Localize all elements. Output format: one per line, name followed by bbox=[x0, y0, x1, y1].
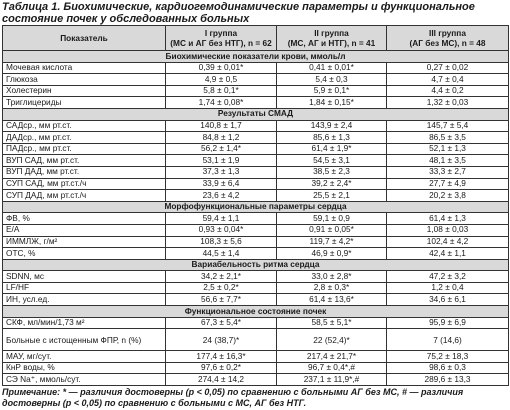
cell-group-1: 59,4 ± 1,1 bbox=[166, 213, 277, 225]
section-title: Вариабельность ритма сердца bbox=[3, 259, 509, 271]
table-row bbox=[3, 317, 509, 329]
table-row bbox=[3, 248, 509, 260]
table-row bbox=[3, 143, 509, 155]
table-row bbox=[3, 166, 509, 178]
table-row bbox=[3, 362, 509, 374]
cell-group-2: 119,7 ± 4,2* bbox=[277, 236, 387, 248]
table-row bbox=[3, 97, 509, 109]
table-row bbox=[3, 74, 509, 86]
header-row bbox=[3, 26, 509, 51]
row-label: ВУП САД, мм рт.ст. bbox=[3, 155, 166, 167]
row-label: ИММЛЖ, г/м² bbox=[3, 236, 166, 248]
cell-group-3: 61,4 ± 1,3 bbox=[387, 213, 509, 225]
cell-group-1: 97,6 ± 0,2* bbox=[166, 362, 277, 374]
row-label: Холестерин bbox=[3, 85, 166, 97]
cell-group-2: 39,2 ± 2,4* bbox=[277, 178, 387, 190]
cell-group-3: 75,2 ± 18,3 bbox=[387, 351, 509, 363]
cell-group-3: 1,2 ± 0,4 bbox=[387, 282, 509, 294]
cell-group-2: 61,4 ± 1,9* bbox=[277, 143, 387, 155]
table-row bbox=[3, 294, 509, 306]
table-row bbox=[3, 282, 509, 294]
cell-group-2: 143,9 ± 2,4 bbox=[277, 120, 387, 132]
cell-group-3: 86,5 ± 3,5 bbox=[387, 132, 509, 144]
cell-group-1: 2,5 ± 0,2* bbox=[166, 282, 277, 294]
cell-group-1: 177,4 ± 16,3* bbox=[166, 351, 277, 363]
row-label: Глюкоза bbox=[3, 74, 166, 86]
table-row bbox=[3, 236, 509, 248]
section-row bbox=[3, 259, 509, 271]
header-param: Показатель bbox=[3, 26, 166, 51]
cell-group-3: 34,6 ± 6,1 bbox=[387, 294, 509, 306]
cell-group-2: 217,4 ± 21,7* bbox=[277, 351, 387, 363]
cell-group-3: 33,3 ± 2,7 bbox=[387, 166, 509, 178]
cell-group-3: 98,6 ± 0,3 bbox=[387, 362, 509, 374]
table-row bbox=[3, 374, 509, 386]
section-title: Биохимические показатели крови, ммоль/л bbox=[3, 51, 509, 63]
header-group-1: I группа (МС и АГ без НТГ), n = 62 bbox=[166, 26, 277, 51]
row-label: ДАДср., мм рт.ст. bbox=[3, 132, 166, 144]
section-row bbox=[3, 108, 509, 120]
cell-group-3: 0,27 ± 0,02 bbox=[387, 62, 509, 74]
cell-group-2: 237,1 ± 11,9*,# bbox=[277, 374, 387, 386]
row-label: МАУ, мг/сут. bbox=[3, 351, 166, 363]
cell-group-3: 20,2 ± 3,8 bbox=[387, 190, 509, 202]
cell-group-3: 4,7 ± 0,4 bbox=[387, 74, 509, 86]
cell-group-2: 38,5 ± 2,3 bbox=[277, 166, 387, 178]
row-label: СЭ Na⁺, ммоль/сут. bbox=[3, 374, 166, 386]
cell-group-3: 47,2 ± 3,2 bbox=[387, 271, 509, 283]
section-row bbox=[3, 201, 509, 213]
table-caption: Таблица 1. Биохимические, кардиогемодинамические параметры и функциональное состояние почек у обследованных больных bbox=[2, 1, 475, 25]
cell-group-3: 7 (14,6) bbox=[387, 329, 509, 351]
cell-group-3: 102,4 ± 4,2 bbox=[387, 236, 509, 248]
cell-group-2: 96,7 ± 0,4*,# bbox=[277, 362, 387, 374]
cell-group-3: 1,32 ± 0,03 bbox=[387, 97, 509, 109]
cell-group-3: 289,6 ± 13,3 bbox=[387, 374, 509, 386]
cell-group-2: 58,5 ± 5,1* bbox=[277, 317, 387, 329]
row-label: E/A bbox=[3, 224, 166, 236]
row-label: Мочевая кислота bbox=[3, 62, 166, 74]
cell-group-2: 25,5 ± 2,1 bbox=[277, 190, 387, 202]
cell-group-1: 140,8 ± 1,7 bbox=[166, 120, 277, 132]
cell-group-2: 1,84 ± 0,15* bbox=[277, 97, 387, 109]
header-group-3: III группа (АГ без МС), n = 48 bbox=[387, 26, 509, 51]
row-label: Триглицериды bbox=[3, 97, 166, 109]
cell-group-2: 0,91 ± 0,05* bbox=[277, 224, 387, 236]
cell-group-1: 1,74 ± 0,08* bbox=[166, 97, 277, 109]
cell-group-1: 0,39 ± 0,01* bbox=[166, 62, 277, 74]
cell-group-2: 2,8 ± 0,3* bbox=[277, 282, 387, 294]
section-title: Результаты СМАД bbox=[3, 108, 509, 120]
table-body bbox=[3, 51, 509, 386]
data-table bbox=[2, 25, 509, 386]
cell-group-3: 95,9 ± 6,9 bbox=[387, 317, 509, 329]
table-row bbox=[3, 85, 509, 97]
cell-group-2: 5,4 ± 0,3 bbox=[277, 74, 387, 86]
header-group-2: II группа (МС, АГ и НТГ), n = 41 bbox=[277, 26, 387, 51]
row-label: ПАДср., мм рт.ст. bbox=[3, 143, 166, 155]
cell-group-2: 54,5 ± 3,1 bbox=[277, 155, 387, 167]
cell-group-1: 56,2 ± 1,4* bbox=[166, 143, 277, 155]
table-row bbox=[3, 120, 509, 132]
cell-group-1: 23,6 ± 4,2 bbox=[166, 190, 277, 202]
cell-group-2: 5,9 ± 0,1* bbox=[277, 85, 387, 97]
row-label: СУП САД, мм рт.ст./ч bbox=[3, 178, 166, 190]
cell-group-1: 5,8 ± 0,1* bbox=[166, 85, 277, 97]
cell-group-1: 4,9 ± 0,5 bbox=[166, 74, 277, 86]
row-label: LF/HF bbox=[3, 282, 166, 294]
table-row bbox=[3, 155, 509, 167]
table-row bbox=[3, 329, 509, 351]
row-label: САДср., мм рт.ст. bbox=[3, 120, 166, 132]
row-label: КнР воды, % bbox=[3, 362, 166, 374]
table-row bbox=[3, 213, 509, 225]
cell-group-1: 84,8 ± 1,2 bbox=[166, 132, 277, 144]
table-row bbox=[3, 224, 509, 236]
table-row bbox=[3, 351, 509, 363]
row-label: СКФ, мл/мин/1,73 м² bbox=[3, 317, 166, 329]
table-row bbox=[3, 190, 509, 202]
cell-group-3: 48,1 ± 3,5 bbox=[387, 155, 509, 167]
cell-group-1: 274,4 ± 14,2 bbox=[166, 374, 277, 386]
row-label: ВУП ДАД, мм рт.ст. bbox=[3, 166, 166, 178]
cell-group-1: 33,9 ± 6,4 bbox=[166, 178, 277, 190]
cell-group-2: 22 (52,4)* bbox=[277, 329, 387, 351]
cell-group-2: 59,1 ± 0,9 bbox=[277, 213, 387, 225]
table-row bbox=[3, 62, 509, 74]
row-label: СУП ДАД, мм рт.ст./ч bbox=[3, 190, 166, 202]
cell-group-3: 145,7 ± 5,4 bbox=[387, 120, 509, 132]
table-row bbox=[3, 178, 509, 190]
table-row bbox=[3, 271, 509, 283]
cell-group-2: 0,41 ± 0,01* bbox=[277, 62, 387, 74]
cell-group-3: 1,08 ± 0,03 bbox=[387, 224, 509, 236]
cell-group-1: 56,6 ± 7,7* bbox=[166, 294, 277, 306]
row-label: ФВ, % bbox=[3, 213, 166, 225]
cell-group-2: 33,0 ± 2,8* bbox=[277, 271, 387, 283]
table-note: Примечание: * — различия достоверны (p < 0,05) по сравнению с больными АГ без МС, # — различия достоверны (p < 0,05) по сравнению с больными с МС, АГ без НТГ. bbox=[2, 387, 464, 409]
cell-group-3: 52,1 ± 1,3 bbox=[387, 143, 509, 155]
section-row bbox=[3, 51, 509, 63]
cell-group-3: 4,4 ± 0,2 bbox=[387, 85, 509, 97]
cell-group-1: 67,3 ± 5,4* bbox=[166, 317, 277, 329]
cell-group-2: 85,6 ± 1,3 bbox=[277, 132, 387, 144]
row-label: ИН, усл.ед. bbox=[3, 294, 166, 306]
cell-group-1: 108,3 ± 5,6 bbox=[166, 236, 277, 248]
cell-group-1: 24 (38,7)* bbox=[166, 329, 277, 351]
cell-group-1: 34,2 ± 2,1* bbox=[166, 271, 277, 283]
row-label: Больные с истощенным ФПР, n (%) bbox=[3, 329, 166, 351]
cell-group-1: 37,3 ± 1,3 bbox=[166, 166, 277, 178]
section-title: Морфофункциональные параметры сердца bbox=[3, 201, 509, 213]
cell-group-1: 44,5 ± 1,4 bbox=[166, 248, 277, 260]
cell-group-2: 61,4 ± 13,6* bbox=[277, 294, 387, 306]
cell-group-1: 53,1 ± 1,9 bbox=[166, 155, 277, 167]
table-row bbox=[3, 132, 509, 144]
section-title: Функциональное состояние почек bbox=[3, 306, 509, 318]
cell-group-2: 46,9 ± 0,9* bbox=[277, 248, 387, 260]
section-row bbox=[3, 306, 509, 318]
row-label: SDNN, мс bbox=[3, 271, 166, 283]
cell-group-3: 42,4 ± 1,1 bbox=[387, 248, 509, 260]
row-label: ОТС, % bbox=[3, 248, 166, 260]
cell-group-3: 27,7 ± 4,9 bbox=[387, 178, 509, 190]
cell-group-1: 0,93 ± 0,04* bbox=[166, 224, 277, 236]
